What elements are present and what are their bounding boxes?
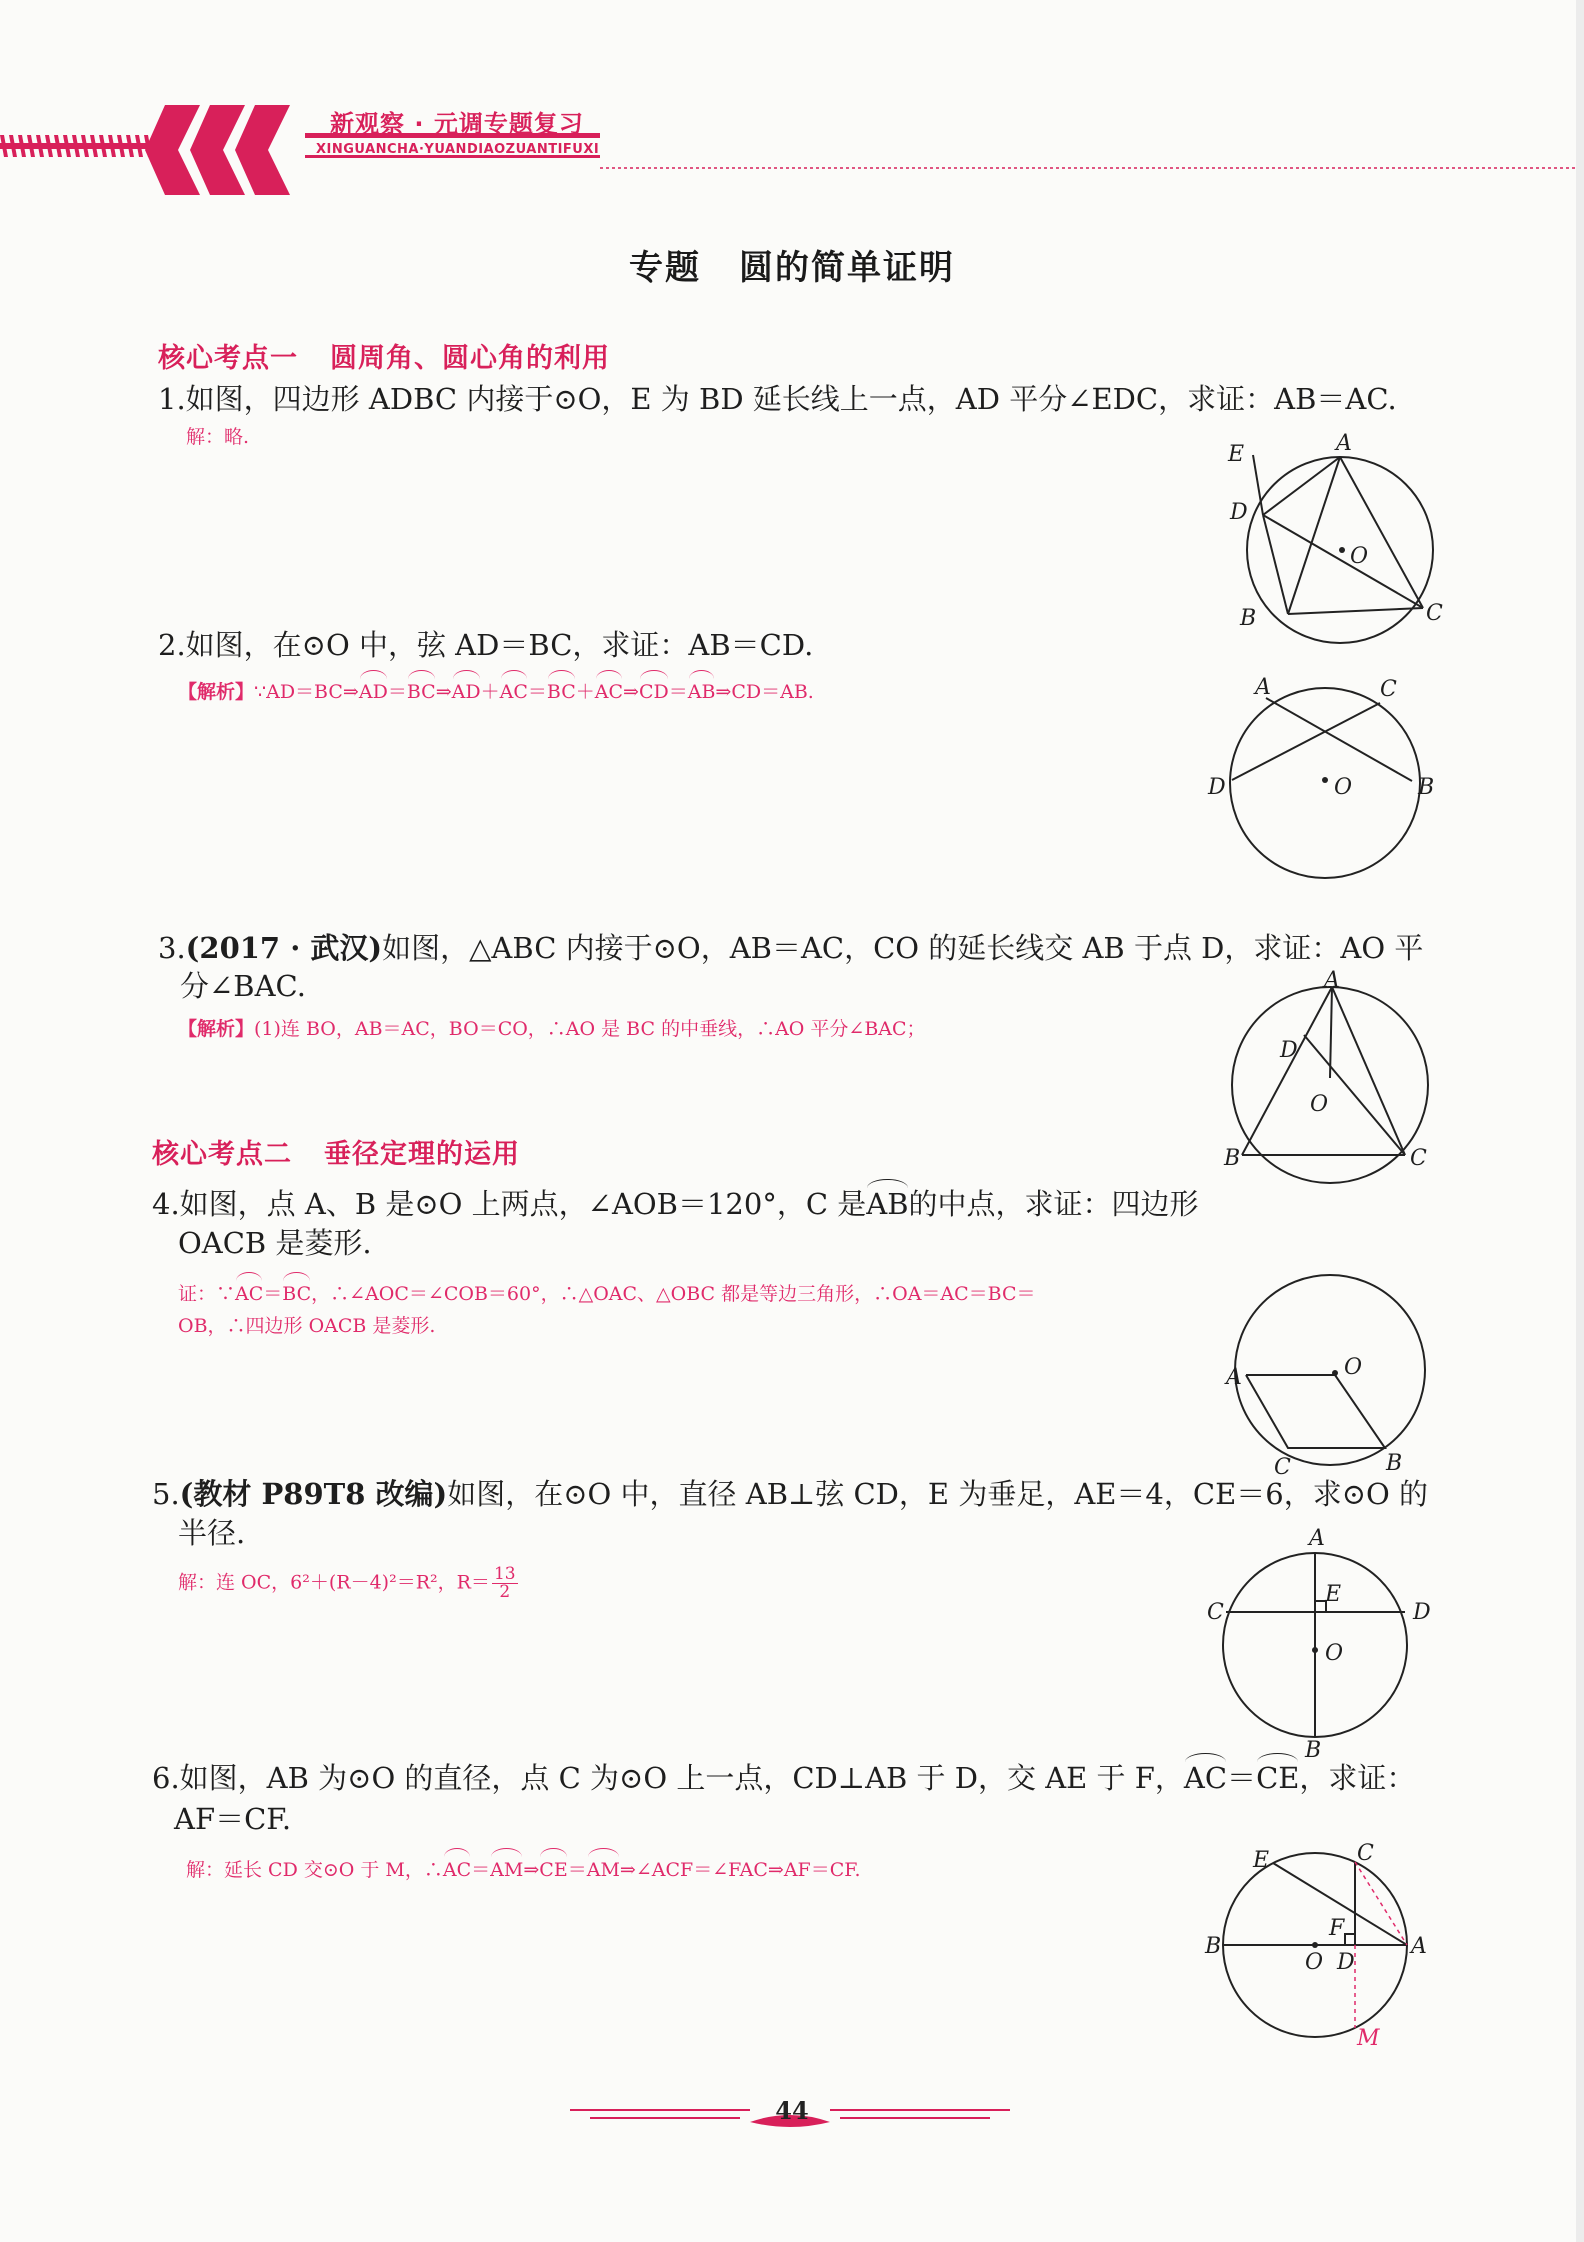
page-edge-shadow: [1576, 0, 1584, 2242]
label-B: B: [1224, 1146, 1241, 1171]
label-C: C: [1410, 1146, 1427, 1171]
answer-4: 证：∵AC＝BC，∴∠AOC＝∠COB＝60°，∴△OAC、△OBC 都是等边三角形，∴OA＝AC＝BC＝: [178, 1278, 1036, 1310]
question-1: 1.如图，四边形 ADBC 内接于⊙O，E 为 BD 延长线上一点，AD 平分∠EDC，求证：AB＝AC.: [158, 382, 1397, 416]
section-heading-2: 核心考点二 垂径定理的运用: [152, 1139, 520, 1170]
question-5-line-2: 半径.: [178, 1516, 246, 1550]
label-E: E: [1228, 442, 1245, 467]
answer-2: 【解析】∵AD＝BC⇒AD＝BC⇒AD＋AC＝BC＋AC⇒CD＝AB⇒CD＝AB.: [178, 676, 814, 708]
question-2: 2.如图，在⊙O 中，弦 AD＝BC，求证：AB＝CD.: [158, 628, 814, 662]
question-6: 6.如图，AB 为⊙O 的直径，点 C 为⊙O 上一点，CD⊥AB 于 D，交 AE 于 F，AC＝CE，求证：: [152, 1761, 1416, 1795]
label-C: C: [1380, 677, 1397, 702]
question-3-line-2: 分∠BAC.: [180, 969, 306, 1003]
fraction-13-2: $\frac{13}{2}$: [493, 1564, 516, 1602]
label-C: C: [1274, 1455, 1291, 1480]
figure-1: [1200, 425, 1460, 640]
question-4: 4.如图，点 A、B 是⊙O 上两点，∠AOB＝120°，C 是AB的中点，求证：四边形: [152, 1187, 1199, 1221]
label-D: D: [1208, 775, 1226, 800]
answer-3: 【解析】(1)连 BO，AB＝AC，BO＝CO，∴AO 是 BC 的中垂线，∴AO 平分∠BAC；: [178, 1018, 926, 1040]
figure-4: [1210, 1270, 1440, 1480]
label-B: B: [1240, 606, 1257, 631]
label-O: O: [1334, 775, 1353, 800]
label-D: D: [1230, 500, 1248, 525]
label-O: O: [1350, 544, 1369, 569]
page-number: 44: [775, 2096, 809, 2125]
figure-3: [1210, 968, 1440, 1180]
label-O: O: [1325, 1641, 1344, 1666]
answer-5: 解：连 OC，6²＋(R－4)²＝R²，R＝ $\frac{13}{2}$: [178, 1564, 516, 1602]
label-D: D: [1280, 1038, 1298, 1063]
page-title: [0, 240, 1584, 289]
figure-6: [1205, 1841, 1450, 2051]
label-B: B: [1305, 1738, 1322, 1763]
brand-title-cn: 新观察 · 元调专题复习: [330, 110, 584, 138]
title-prefix: 专题: [629, 248, 701, 288]
figure-2: [1200, 668, 1460, 888]
question-5: 5.(教材 P89T8 改编)如图，在⊙O 中，直径 AB⊥弦 CD，E 为垂足，AE＝4，CE＝6，求⊙O 的: [152, 1477, 1428, 1511]
label-A: A: [1309, 1526, 1325, 1551]
label-C: C: [1207, 1600, 1224, 1625]
label-B: B: [1418, 775, 1435, 800]
label-D: D: [1413, 1600, 1431, 1625]
section-heading-1: 核心考点一 圆周角、圆心角的利用: [158, 343, 610, 374]
label-O: O: [1310, 1092, 1329, 1117]
label-M: M: [1357, 2026, 1380, 2051]
title-main: 圆的简单证明: [739, 248, 955, 288]
label-A: A: [1411, 1934, 1427, 1959]
figure-5: [1205, 1525, 1445, 1765]
brand-title-en: XINGUANCHA·YUANDIAOZUANTIFUXI: [316, 142, 600, 157]
label-O: O: [1305, 1950, 1324, 1975]
label-A: A: [1226, 1365, 1242, 1390]
question-4-line-2: OACB 是菱形.: [178, 1226, 372, 1260]
answer-6: 解：延长 CD 交⊙O 于 M，∴AC＝AM⇒CE＝AM⇒∠ACF＝∠FAC⇒AF＝CF.: [186, 1854, 861, 1886]
label-F: F: [1329, 1916, 1345, 1941]
label-B: B: [1205, 1934, 1222, 1959]
label-C: C: [1357, 1841, 1374, 1866]
label-A: A: [1324, 968, 1340, 993]
label-A: A: [1255, 675, 1271, 700]
answer-4-line-2: OB，∴四边形 OACB 是菱形.: [178, 1315, 436, 1337]
label-D: D: [1337, 1950, 1355, 1975]
label-E: E: [1253, 1848, 1270, 1873]
label-A: A: [1336, 431, 1352, 456]
label-C: C: [1426, 601, 1443, 626]
header-decoration: [0, 95, 1584, 195]
label-O: O: [1344, 1355, 1363, 1380]
answer-1: 解：略.: [186, 426, 250, 448]
label-E: E: [1325, 1582, 1342, 1607]
question-3: 3.(2017 · 武汉)如图，△ABC 内接于⊙O，AB＝AC，CO 的延长线交 AB 于点 D，求证：AO 平: [158, 931, 1424, 965]
question-6-line-2: AF＝CF.: [174, 1802, 292, 1836]
label-B: B: [1386, 1451, 1403, 1476]
